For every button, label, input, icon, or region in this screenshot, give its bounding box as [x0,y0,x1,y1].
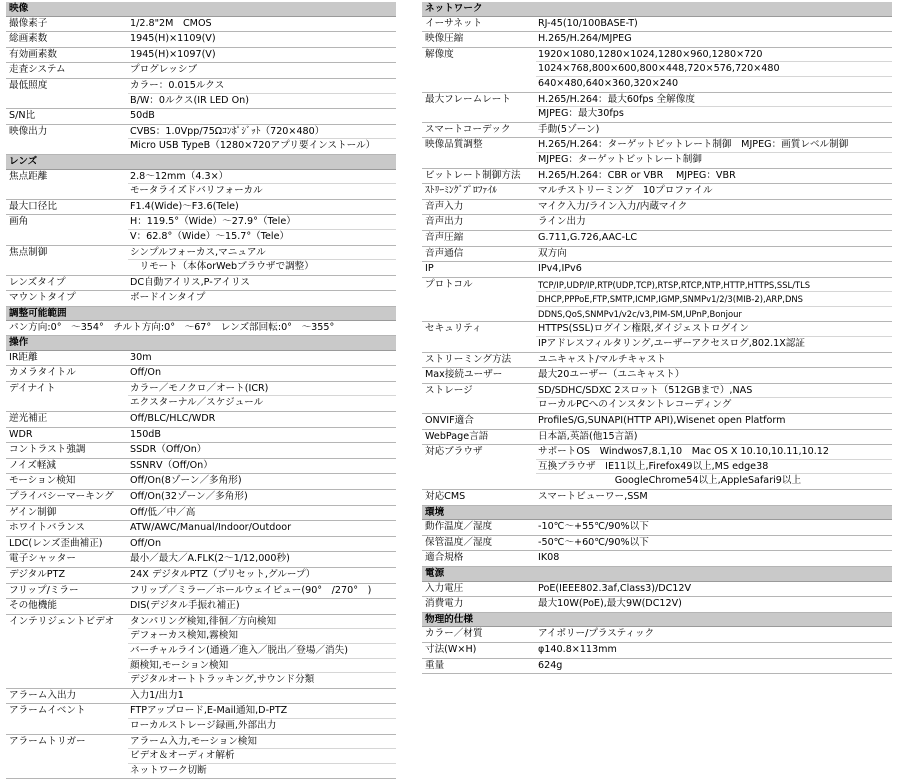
spec-label: LDC(レンズ歪曲補正) [6,537,128,552]
spec-label: 最大口径比 [6,200,128,215]
spec-row [422,278,892,323]
spec-row [422,368,892,384]
spec-row [422,582,892,598]
spec-label: WebPage言語 [422,430,536,445]
spec-label: IR距離 [6,351,128,366]
spec-value: サポートOS Windwos7,8.1,10 Mac OS X 10.10,10.11,10.12 [536,445,892,460]
spec-value: デジタルオートトラッキング,サウンド分類 [128,673,396,688]
spec-label: 焦点距離 [6,170,128,199]
spec-value: φ140.8×113mm [536,643,892,658]
spec-label: 有効画素数 [6,48,128,63]
spec-label: プライバシーマーキング [6,490,128,505]
spec-row [6,474,396,490]
spec-values [536,520,892,535]
spec-label: 音声通信 [422,247,536,262]
spec-values [128,735,396,779]
section-header: ネットワーク [422,2,892,17]
spec-value: 互換ブラウザ IE11以上,Firefox49以上,MS edge38 [536,460,892,475]
spec-value: アイボリー/プラスティック [536,627,892,642]
spec-value: タンパリング検知,徘徊／方向検知 [128,615,396,630]
spec-value: H.265/H.264：ターゲットビットレート制御 MJPEG：画質レベル制御 [536,138,892,153]
section-header: レンズ [6,155,396,170]
spec-row [422,353,892,369]
spec-label: 適合規格 [422,551,536,566]
spec-column-left [6,2,396,779]
spec-label: 走査システム [6,63,128,78]
spec-row [6,291,396,307]
spec-value: Off/On(8ゾーン／多角形) [128,474,396,489]
spec-label: デジタルPTZ [6,568,128,583]
spec-values [128,48,396,63]
spec-label: 映像品質調整 [422,138,536,167]
spec-value: ProfileS/G,SUNAPI(HTTP API),Wisenet open Platform [536,414,892,429]
spec-value: バーチャルライン(通過／進入／脱出／登場／消失) [128,644,396,659]
spec-values [536,48,892,92]
spec-row [6,443,396,459]
spec-value: H.265/H.264/MJPEG [536,32,892,47]
spec-values [536,138,892,167]
spec-value: ローカルPCへのインスタントレコーディング [536,398,892,413]
spec-values [536,551,892,566]
spec-value: 2.8～12mm（4.3×） [128,170,396,185]
spec-value: 手動(5ゾーン) [536,123,892,138]
spec-label: セキュリティ [422,322,536,351]
spec-label: ｽﾄﾘｰﾐﾝｸﾞﾌﾟﾛﾌｧｲﾙ [422,184,536,199]
spec-value: MJPEG：最大30fps [536,107,892,122]
spec-row [6,490,396,506]
spec-value: ATW/AWC/Manual/Indoor/Outdoor [128,521,396,536]
spec-values [536,368,892,383]
spec-values [536,582,892,597]
spec-value: エクスターナル／スケジュール [128,396,396,411]
spec-values [128,599,396,614]
spec-values [536,627,892,642]
spec-values [536,597,892,612]
spec-values [128,459,396,474]
spec-row [422,215,892,231]
spec-label: ゲイン制御 [6,506,128,521]
spec-row [422,659,892,675]
spec-label: 入力電圧 [422,582,536,597]
spec-value: カラー：0.015ルクス [128,79,396,94]
spec-label: ホワイトバランス [6,521,128,536]
spec-values [128,215,396,244]
spec-row [6,32,396,48]
spec-label: WDR [6,428,128,443]
spec-value: IPアドレスフィルタリング,ユーザーアクセスログ,802.1X認証 [536,337,892,352]
spec-label: モーション検知 [6,474,128,489]
spec-row [422,627,892,643]
spec-value: 最大10W(PoE),最大9W(DC12V) [536,597,892,612]
spec-label: その他機能 [6,599,128,614]
spec-row [6,506,396,522]
spec-value: アラーム入力,モーション検知 [128,735,396,750]
spec-row [422,262,892,278]
spec-value: スマートビューワー,SSM [536,490,892,505]
spec-values [536,169,892,184]
spec-value: カラー／モノクロ／オート(ICR) [128,382,396,397]
spec-value: -50℃～+60℃/90%以下 [536,536,892,551]
spec-row [422,490,892,506]
spec-values [536,262,892,277]
spec-values [128,291,396,306]
spec-values [536,384,892,413]
spec-row [6,704,396,734]
spec-values [128,63,396,78]
spec-value: Off/On(32ゾーン／多角形) [128,490,396,505]
spec-label: カラー／材質 [422,627,536,642]
spec-values [536,247,892,262]
spec-row [422,551,892,567]
spec-row [6,351,396,367]
spec-value: Off/On [128,537,396,552]
spec-label: 電子シャッター [6,552,128,567]
spec-value: マルチストリーミング 10プロファイル [536,184,892,199]
spec-values [536,430,892,445]
spec-values [128,490,396,505]
spec-label: スマートコーデック [422,123,536,138]
spec-values [536,445,892,489]
spec-label: ストリーミング方法 [422,353,536,368]
spec-row [6,459,396,475]
spec-label: 消費電力 [422,597,536,612]
spec-values [536,184,892,199]
spec-row [422,93,892,123]
spec-row [422,247,892,263]
spec-value: デフォーカス検知,霧検知 [128,629,396,644]
spec-value: HTTPS(SSL)ログイン権限,ダイジェストログイン [536,322,892,337]
spec-row [6,615,396,689]
spec-values [128,615,396,688]
spec-value: H：119.5°（Wide）～27.9°（Tele） [128,215,396,230]
spec-values [536,322,892,351]
spec-values [128,32,396,47]
spec-value: F1.4(Wide)～F3.6(Tele) [128,200,396,215]
spec-row [6,366,396,382]
spec-values [128,200,396,215]
spec-row [6,584,396,600]
spec-label: 音声圧縮 [422,231,536,246]
spec-row [422,17,892,33]
spec-value: DC自動アイリス,P-アイリス [128,276,396,291]
spec-label: 動作温度／湿度 [422,520,536,535]
spec-label: 映像出力 [6,125,128,154]
spec-row [422,184,892,200]
spec-values [128,521,396,536]
spec-value: ボードインタイプ [128,291,396,306]
spec-value: SSDR（Off/On） [128,443,396,458]
spec-value: フリップ／ミラー／ホールウェイビュー(90° /270° ) [128,584,396,599]
spec-row [422,597,892,613]
spec-column-right [422,2,892,674]
spec-value: G.711,G.726,AAC-LC [536,231,892,246]
spec-values [536,93,892,122]
spec-values [128,17,396,32]
spec-values [536,215,892,230]
spec-value: B/W：0ルクス(IR LED On) [128,94,396,109]
spec-label: 寸法(W×H) [422,643,536,658]
spec-row [422,430,892,446]
spec-values [128,366,396,381]
spec-row [422,520,892,536]
spec-label: 重量 [422,659,536,674]
spec-full-row: パン方向:0° ～354° チルト方向:0° ～67° レンズ部回転:0° ～355° [6,321,396,336]
spec-values [128,276,396,291]
spec-label: コントラスト強調 [6,443,128,458]
spec-value: 24X デジタルPTZ（プリセット,グループ） [128,568,396,583]
spec-label: マウントタイプ [6,291,128,306]
spec-label: レンズタイプ [6,276,128,291]
spec-row [422,643,892,659]
spec-values [128,584,396,599]
spec-values [128,689,396,704]
spec-values [128,506,396,521]
spec-label: プロトコル [422,278,536,322]
spec-row [6,568,396,584]
spec-values [128,568,396,583]
spec-value: DHCP,PPPoE,FTP,SMTP,ICMP,IGMP,SNMPv1/2/3(MIB-2),ARP,DNS [536,292,892,307]
spec-value: CVBS：1.0Vpp/75Ωｺﾝﾎﾟｼﾞｯﾄ（720×480） [128,125,396,140]
spec-values [536,659,892,674]
spec-value: H.265/H.264：CBR or VBR MJPEG：VBR [536,169,892,184]
spec-value: SD/SDHC/SDXC 2スロット（512GBまで）,NAS [536,384,892,399]
spec-row [6,63,396,79]
spec-row [6,599,396,615]
spec-values [128,79,396,108]
spec-value: 1024×768,800×600,800×448,720×576,720×480 [536,62,892,77]
spec-values [128,428,396,443]
spec-value: 150dB [128,428,396,443]
spec-label: フリップ/ミラー [6,584,128,599]
spec-value: 日本語,英語(他15言語) [536,430,892,445]
spec-row [422,536,892,552]
spec-row [422,384,892,414]
spec-value: 双方向 [536,247,892,262]
spec-values [536,353,892,368]
spec-row [422,322,892,352]
spec-value: IK08 [536,551,892,566]
spec-value: モータライズドバリフォーカル [128,184,396,199]
spec-value: -10℃～+55℃/90%以下 [536,520,892,535]
spec-row [6,246,396,276]
spec-row [6,170,396,200]
spec-label: イーサネット [422,17,536,32]
spec-label: 最大フレームレート [422,93,536,122]
spec-label: IP [422,262,536,277]
spec-label: 対応ブラウザ [422,445,536,489]
spec-row [6,125,396,155]
spec-value: シンプルフォーカス,マニュアル [128,246,396,261]
spec-value: Off/低／中／高 [128,506,396,521]
section-header: 物理的仕様 [422,613,892,628]
spec-value: DIS(デジタル手振れ補正) [128,599,396,614]
spec-label: 総画素数 [6,32,128,47]
spec-value: IPv4,IPv6 [536,262,892,277]
spec-label: 対応CMS [422,490,536,505]
spec-value: ビデオ＆オーディオ解析 [128,749,396,764]
spec-value: 640×480,640×360,320×240 [536,77,892,92]
spec-row [6,48,396,64]
spec-value: 顔検知,モーション検知 [128,659,396,674]
spec-value: Off/On [128,366,396,381]
spec-row [6,412,396,428]
spec-value: ローカルストレージ録画,外部出力 [128,719,396,734]
spec-label: S/N比 [6,109,128,124]
spec-value: 1945(H)×1109(V) [128,32,396,47]
spec-value: FTPアップロード,E-Mail通知,D-PTZ [128,704,396,719]
spec-value: マイク入力/ライン入力/内蔵マイク [536,200,892,215]
spec-value: 最小／最大／A.FLK(2～1/12,000秒) [128,552,396,567]
spec-label: 解像度 [422,48,536,92]
spec-row [6,428,396,444]
spec-values [128,552,396,567]
spec-values [536,536,892,551]
spec-values [128,412,396,427]
spec-value: 624g [536,659,892,674]
spec-row [422,200,892,216]
spec-values [536,643,892,658]
spec-values [536,17,892,32]
spec-row [6,689,396,705]
spec-value: TCP/IP,UDP/IP,RTP(UDP,TCP),RTSP,RTCP,NTP,HTTP,HTTPS,SSL/TLS [536,278,892,293]
spec-value: MJPEG：ターゲットビットレート制御 [536,153,892,168]
spec-value: ライン出力 [536,215,892,230]
spec-row [6,17,396,33]
spec-values [536,490,892,505]
spec-value: 50dB [128,109,396,124]
spec-label: Max接続ユーザー [422,368,536,383]
spec-values [128,109,396,124]
spec-values [128,246,396,275]
spec-label: 映像圧縮 [422,32,536,47]
spec-label: ONVIF適合 [422,414,536,429]
spec-value: DDNS,QoS,SNMPv1/v2c/v3,PIM-SM,UPnP,Bonjour [536,307,892,322]
spec-value: リモート（本体orWebブラウザで調整） [128,260,396,275]
spec-label: アラーム入出力 [6,689,128,704]
spec-values [128,537,396,552]
spec-label: 焦点制御 [6,246,128,275]
spec-value: プログレッシブ [128,63,396,78]
spec-label: ノイズ軽減 [6,459,128,474]
spec-row [6,215,396,245]
spec-row [6,521,396,537]
spec-label: 最低照度 [6,79,128,108]
spec-row [6,79,396,109]
spec-row [422,123,892,139]
spec-label: デイナイト [6,382,128,411]
spec-label: アラームイベント [6,704,128,733]
spec-label: 撮像素子 [6,17,128,32]
spec-label: カメラタイトル [6,366,128,381]
spec-label: 音声入力 [422,200,536,215]
spec-row [422,169,892,185]
spec-label: 保管温度／湿度 [422,536,536,551]
spec-row [6,276,396,292]
spec-values [128,704,396,733]
spec-value: RJ-45(10/100BASE-T) [536,17,892,32]
spec-row [422,445,892,490]
section-header: 調整可能範囲 [6,307,396,322]
spec-row [6,200,396,216]
spec-values [536,200,892,215]
spec-row [6,552,396,568]
spec-values [536,414,892,429]
spec-values [128,125,396,154]
spec-values [128,443,396,458]
spec-row [422,48,892,93]
spec-values [536,278,892,322]
spec-row [422,414,892,430]
spec-row [6,109,396,125]
spec-values [128,382,396,411]
spec-value: 1920×1080,1280×1024,1280×960,1280×720 [536,48,892,63]
section-header: 電源 [422,567,892,582]
spec-label: 画角 [6,215,128,244]
spec-value: SSNRⅤ（Off/On） [128,459,396,474]
spec-row [422,231,892,247]
spec-value: 入力1/出力1 [128,689,396,704]
spec-values [128,474,396,489]
spec-label: ストレージ [422,384,536,413]
spec-value: 最大20ユーザー（ユニキャスト） [536,368,892,383]
spec-row [422,32,892,48]
spec-values [536,231,892,246]
spec-value: 1/2.8"2M CMOS [128,17,396,32]
spec-value: ネットワーク切断 [128,764,396,779]
spec-value: 30m [128,351,396,366]
section-header: 操作 [6,336,396,351]
spec-value: Off/BLC/HLC/WDR [128,412,396,427]
spec-row [6,537,396,553]
spec-value: V：62.8°（Wide）～15.7°（Tele） [128,230,396,245]
spec-row [6,735,396,779]
spec-label: 音声出力 [422,215,536,230]
spec-value: H.265/H.264：最大60fps 全解像度 [536,93,892,108]
spec-label: インテリジェントビデオ [6,615,128,688]
section-header: 映像 [6,2,396,17]
section-header: 環境 [422,506,892,521]
spec-row [6,382,396,412]
spec-value: PoE(IEEE802.3af,Class3)/DC12V [536,582,892,597]
spec-value: 1945(H)×1097(V) [128,48,396,63]
spec-label: アラームトリガー [6,735,128,779]
spec-row [422,138,892,168]
spec-values [536,32,892,47]
spec-label: ビットレート制御方法 [422,169,536,184]
spec-values [128,351,396,366]
spec-label: 逆光補正 [6,412,128,427]
spec-value: ユニキャスト/マルチキャスト [536,353,892,368]
spec-value: GoogleChrome54以上,AppleSafari9以上 [536,474,892,489]
spec-value: Micro USB TypeB（1280×720アプリ要インストール） [128,139,396,154]
spec-values [536,123,892,138]
spec-values [128,170,396,199]
